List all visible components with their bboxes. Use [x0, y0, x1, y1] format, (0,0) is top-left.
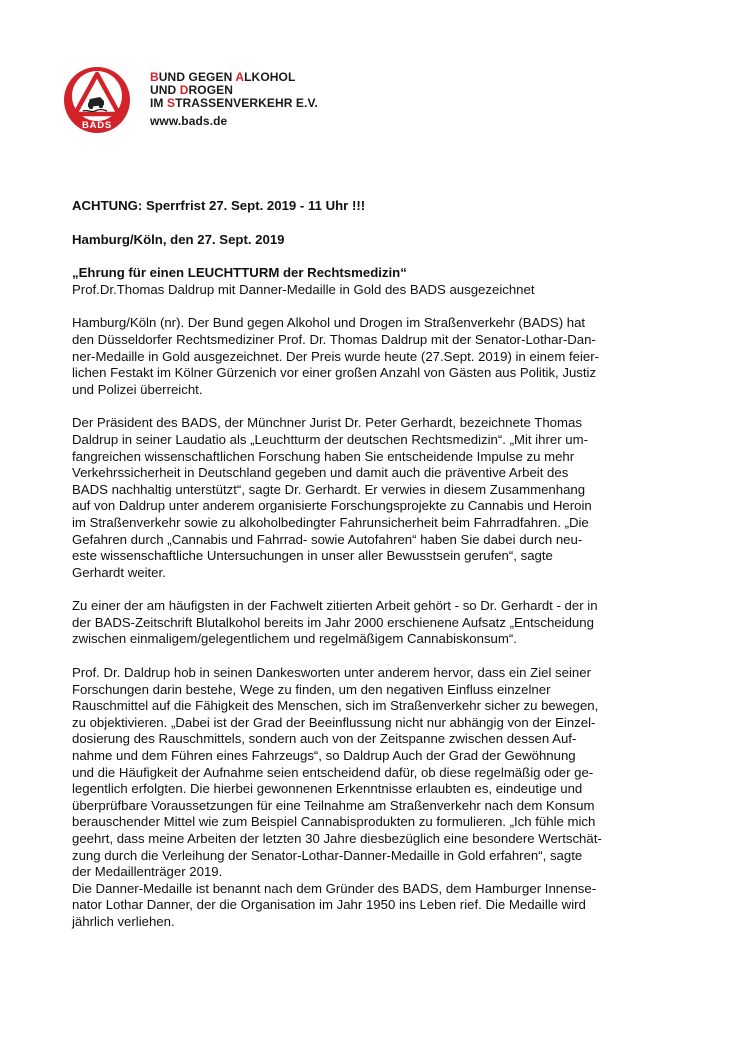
paragraph-line: fangreichen wissenschaftlichen Forschung haben Sie entscheidende Impulse zu mehr: [72, 448, 575, 464]
subheadline: Prof.Dr.Thomas Daldrup mit Danner-Medaille in Gold des BADS ausgezeichnet: [72, 281, 535, 297]
paragraph-line: Prof. Dr. Daldrup hob in seinen Dankesworten unter anderem hervor, dass ein Ziel seiner: [72, 665, 591, 681]
paragraph-line: zu objektivieren. „Dabei ist der Grad der Beeinflussung nicht nur abhängig von der Einzel-: [72, 714, 596, 730]
paragraph: [72, 315, 676, 398]
paragraph-line: nator Lothar Danner, der die Organisation im Jahr 1950 ins Leben rief. Die Medaille wird: [72, 897, 586, 913]
paragraph-line: Forschungen darin bestehe, Wege zu finden, um den negativen Einfluss einzelner: [72, 681, 551, 697]
embargo-notice: ACHTUNG: Sperrfrist 27. Sept. 2019 - 11 Uhr !!!: [72, 198, 366, 213]
paragraph-line: lichen Festakt im Kölner Gürzenich vor einer großen Anzahl von Gästen aus Politik, Justiz: [72, 365, 597, 381]
headline: „Ehrung für einen LEUCHTTURM der Rechtsmedizin“: [72, 265, 407, 281]
paragraph-line: Der Präsident des BADS, der Münchner Jurist Dr. Peter Gerhardt, bezeichnete Thomas: [72, 415, 582, 431]
paragraph-line: und Polizei überreicht.: [72, 381, 203, 397]
paragraph-line: Gerhardt weiter.: [72, 564, 166, 580]
paragraph-line: der BADS-Zeitschrift Blutalkohol bereits im Jahr 2000 erschienene Aufsatz „Entscheidung: [72, 614, 594, 630]
paragraph-line: Rauschmittel auf die Fähigkeit des Menschen, sich im Straßenverkehr sicher zu bewegen,: [72, 698, 599, 714]
org-line-1: BUND GEGEN ALKOHOL: [150, 70, 296, 84]
org-line-2: UND DROGEN: [150, 83, 234, 98]
paragraph: [72, 665, 676, 881]
organization-name: [150, 71, 318, 128]
paragraph-line: legentlich erfolgten. Die hierbei gewonnenen Erkenntnisse erlaubten es, eindeutige und: [72, 781, 583, 797]
paragraph: [72, 415, 676, 581]
paragraph-line: berauschender Mittel wie zum Beispiel Cannabisprodukten zu formulieren. „Ich fühle mich: [72, 814, 596, 830]
paragraph-line: im Straßenverkehr sowie zu alkoholbedingter Fahrunsicherheit beim Fahrradfahren. „Die: [72, 514, 589, 530]
paragraph-line: Hamburg/Köln (nr). Der Bund gegen Alkohol und Drogen im Straßenverkehr (BADS) hat: [72, 315, 586, 331]
paragraph-line: den Düsseldorfer Rechtsmediziner Prof. Dr. Thomas Daldrup mit der Senator-Lothar-Dan-: [72, 331, 596, 347]
logo-text: BADS: [81, 120, 113, 131]
paragraph: [72, 598, 676, 648]
paragraph-line: Die Danner-Medaille ist benannt nach dem Gründer des BADS, dem Hamburger Innense-: [72, 880, 597, 896]
paragraph-line: geehrt, dass meine Arbeiten der letzten 30 Jahre diesbezüglich eine besondere Wertschät-: [72, 831, 602, 846]
org-line-3: IM STRASSENVERKEHR E.V.: [150, 96, 318, 111]
paragraph-line: jährlich verliehen.: [72, 913, 175, 929]
paragraph-line: este wissenschaftliche Untersuchungen in unser aller Bewusstsein gerufen“, sagte: [72, 548, 553, 564]
paragraph-line: Zu einer der am häufigsten in der Fachwelt zitierten Arbeit gehört - so Dr. Gerhardt - der in: [72, 598, 598, 614]
paragraph-line: BADS nachhaltig unterstützt“, sagte Dr. Gerhardt. Er verwies in diesem Zusammenhang: [72, 481, 586, 497]
dateline: Hamburg/Köln, den 27. Sept. 2019: [72, 231, 285, 247]
website-link[interactable]: www.bads.de: [150, 113, 228, 128]
paragraph-line: Verkehrssicherheit in Deutschland gegeben und damit auch die präventive Arbeit des: [72, 465, 569, 481]
paragraph-line: Daldrup in seiner Laudatio als „Leuchtturm der deutschen Rechtsmedizin“. „Mit ihrer um-: [72, 431, 589, 447]
article-paragraphs: [72, 315, 676, 930]
paragraph-line: dosierung des Rauschmittels, sondern auch von der Zeitspanne zwischen dessen Auf-: [72, 731, 577, 747]
paragraph-line: zwischen einmaligem/gelegentlichem und regelmäßigem Cannabiskonsum“.: [72, 631, 517, 647]
paragraph-line: ner-Medaille in Gold ausgezeichnet. Der Preis wurde heute (27.Sept. 2019) in einem feier-: [72, 348, 600, 364]
paragraph-line: Gefahren durch „Cannabis und Fahrrad- sowie Autofahren“ haben Sie dabei durch neu-: [72, 531, 583, 547]
paragraph: [72, 881, 676, 931]
paragraph-line: und die Häufigkeit der Aufnahme seien entscheidend dafür, ob diese regelmäßig oder ge-: [72, 764, 594, 780]
paragraph-line: zung durch die Verleihung der Senator-Lothar-Danner-Medaille in Gold erfahren“, sagte: [72, 847, 583, 863]
paragraph-line: auf von Daldrup unter anderem organisierte Forschungsprojekte zu Cannabis und Heroin: [72, 498, 592, 514]
paragraph-line: nahme und dem Führen eines Fahrzeugs“, so Daldrup Auch der Grad der Gewöhnung: [72, 748, 576, 764]
bads-logo: [63, 66, 131, 134]
paragraph-line: überprüfbare Voraussetzungen für eine Teilnahme am Straßenverkehr nach dem Konsum: [72, 797, 595, 813]
press-release-body: [72, 198, 676, 931]
paragraph-line: der Medaillenträger 2019.: [72, 864, 223, 880]
